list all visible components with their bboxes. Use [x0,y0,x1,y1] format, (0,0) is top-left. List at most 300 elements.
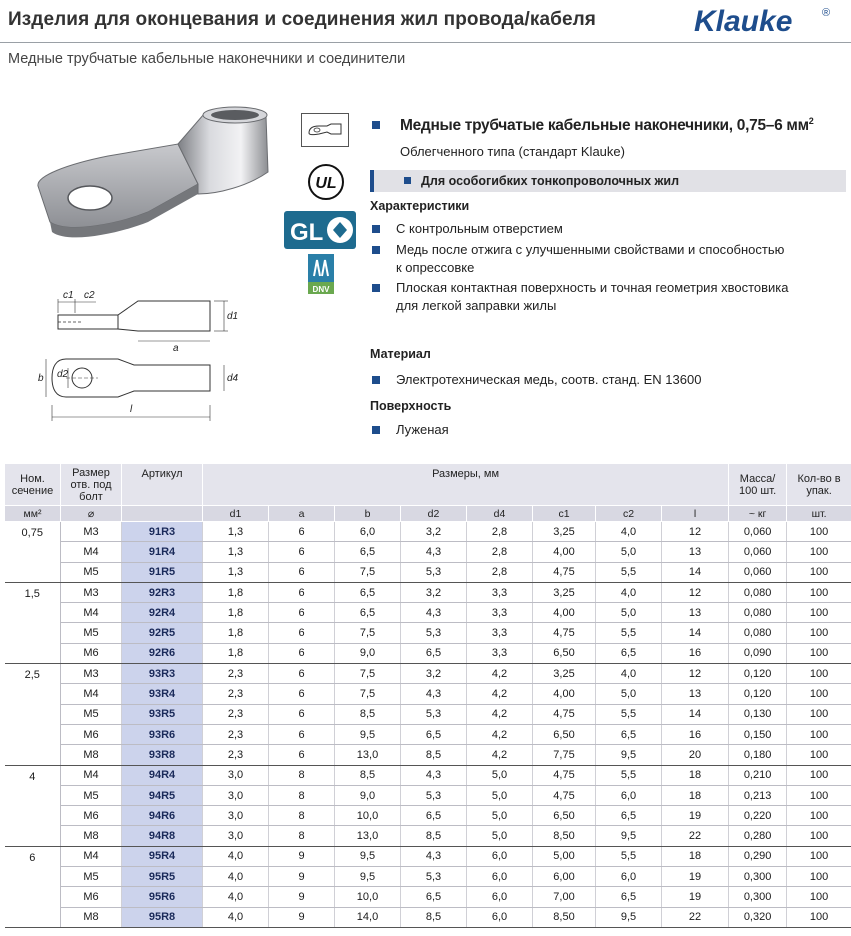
table-cell: 3,3 [467,643,533,663]
dnv-text: DNV [312,285,330,294]
article-cell: 93R5 [122,704,203,724]
article-cell: 92R3 [122,582,203,602]
table-cell: 6,0 [596,785,662,805]
drawing-label-c2: c2 [84,290,95,301]
table-cell: M4 [61,684,122,704]
table-cell: 4,2 [467,724,533,744]
table-cell: 100 [787,522,851,542]
article-cell: 93R6 [122,724,203,744]
table-cell: 7,75 [533,745,596,765]
table-cell: 3,25 [533,582,596,602]
bullet-icon [372,426,380,434]
section-cell: 6 [5,846,61,927]
table-cell: 14 [662,623,729,643]
table-cell: 6 [269,603,335,623]
bullet-icon [372,284,380,292]
table-cell: 12 [662,522,729,542]
article-cell: 92R5 [122,623,203,643]
dim-col-header: a [269,506,335,522]
table-cell: 100 [787,765,851,785]
table-cell: 8 [269,785,335,805]
article-cell: 94R6 [122,806,203,826]
table-cell: 2,3 [203,724,269,744]
table-cell: 5,5 [596,704,662,724]
brand-name: Klauke [694,5,793,38]
table-cell: 6,50 [533,643,596,663]
table-cell: 4,0 [203,846,269,866]
table-row [5,562,851,582]
bullet-icon [372,246,380,254]
features-heading: Характеристики [370,199,470,213]
table-cell: 3,2 [401,664,467,684]
table-cell: 9,5 [596,745,662,765]
table-cell: 5,3 [401,623,467,643]
table-cell: 3,0 [203,765,269,785]
table-cell: 6,5 [335,582,401,602]
drawing-label-d1: d1 [227,311,239,322]
table-cell: 100 [787,887,851,907]
article-cell: 95R6 [122,887,203,907]
table-cell: 0,090 [729,643,787,663]
table-cell: 3,25 [533,664,596,684]
table-row [5,643,851,663]
table-cell: 0,130 [729,704,787,724]
table-row [5,724,851,744]
table-cell: 6 [269,582,335,602]
lug-shape-icon [301,113,349,147]
unit-section: мм² [5,506,61,522]
table-row [5,765,851,785]
table-cell: 9,0 [335,785,401,805]
table-cell: 6,5 [401,806,467,826]
table-cell: 0,290 [729,846,787,866]
table-cell: 5,5 [596,562,662,582]
drawing-label-c1: c1 [63,290,74,301]
table-cell: 4,0 [596,664,662,684]
dim-col-header: c2 [596,506,662,522]
product-heading: Медные трубчатые кабельные наконечники, 0,75–6 $мм^2$ [400,116,814,135]
table-cell: 4,0 [203,907,269,927]
section-cell: 0,75 [5,522,61,583]
table-cell: 5,0 [596,684,662,704]
table-cell: 7,00 [533,887,596,907]
table-cell: 3,3 [467,623,533,643]
table-cell: 13 [662,542,729,562]
table-cell: 5,0 [596,542,662,562]
table-cell: M3 [61,582,122,602]
table-cell: 18 [662,785,729,805]
table-cell: M4 [61,765,122,785]
table-cell: 13 [662,603,729,623]
table-cell: 4,2 [467,704,533,724]
brand-registered: ® [822,7,831,19]
table-cell: 14 [662,562,729,582]
table-cell: 100 [787,846,851,866]
table-cell: 6,0 [467,907,533,927]
table-cell: 9,5 [596,907,662,927]
drawing-label-a: a [173,343,179,354]
surface-heading: Поверхность [370,399,452,413]
table-cell: 0,060 [729,522,787,542]
table-cell: 5,5 [596,846,662,866]
table-cell: 4,0 [203,887,269,907]
table-cell: 0,210 [729,765,787,785]
drawing-label-d2: d2 [57,369,69,380]
table-cell: 100 [787,785,851,805]
article-cell: 94R8 [122,826,203,846]
feature-item-continued: к опрессовке [396,260,475,275]
table-cell: 6 [269,562,335,582]
dim-col-header: d2 [401,506,467,522]
table-cell: M4 [61,846,122,866]
table-cell: 4,3 [401,684,467,704]
unit-bolt: ⌀ [61,506,122,522]
table-cell: 7,5 [335,562,401,582]
table-cell: M6 [61,806,122,826]
dim-col-header: b [335,506,401,522]
table-cell: 0,320 [729,907,787,927]
table-cell: 6 [269,745,335,765]
table-cell: 5,0 [467,785,533,805]
table-cell: 2,8 [467,562,533,582]
section-cell: 2,5 [5,664,61,765]
table-cell: 22 [662,907,729,927]
table-cell: 100 [787,724,851,744]
table-cell: 16 [662,724,729,744]
table-cell: M4 [61,542,122,562]
table-cell: M5 [61,623,122,643]
product-subheading: Облегченного типа (стандарт Klauke) [400,144,625,159]
table-cell: M5 [61,785,122,805]
table-cell: 1,8 [203,582,269,602]
table-row [5,542,851,562]
table-cell: 13,0 [335,745,401,765]
table-cell: 5,3 [401,562,467,582]
material-value: Электротехническая медь, соотв. станд. EN 13600 [396,372,702,387]
table-cell: 4,2 [467,745,533,765]
table-cell: 9,5 [335,867,401,887]
table-cell: M8 [61,745,122,765]
table-cell: 20 [662,745,729,765]
product-photo [28,94,283,284]
table-cell: M5 [61,867,122,887]
table-cell: 100 [787,542,851,562]
article-cell: 94R5 [122,785,203,805]
table-row [5,664,851,684]
article-cell: 94R4 [122,765,203,785]
unit-mass: ~ кг [729,506,787,522]
table-cell: 5,0 [467,806,533,826]
table-cell: 1,3 [203,542,269,562]
table-cell: 5,5 [596,623,662,643]
table-cell: 1,3 [203,522,269,542]
table-cell: 6,0 [596,867,662,887]
table-cell: 5,3 [401,704,467,724]
table-row [5,907,851,927]
table-cell: 5,3 [401,785,467,805]
table-cell: 6,5 [401,724,467,744]
article-cell: 92R6 [122,643,203,663]
table-cell: 8,50 [533,907,596,927]
table-cell: 0,120 [729,684,787,704]
table-cell: 13 [662,684,729,704]
table-cell: 14 [662,704,729,724]
table-cell: M6 [61,887,122,907]
table-cell: 10,0 [335,887,401,907]
header-pack-qty: Кол-во в упак. [787,464,851,506]
table-cell: M3 [61,522,122,542]
table-cell: 4,3 [401,603,467,623]
header-mass: Масса/ 100 шт. [729,464,787,506]
table-cell: 3,0 [203,806,269,826]
table-row [5,887,851,907]
product-table [4,463,848,928]
table-cell: 100 [787,664,851,684]
table-cell: 0,080 [729,582,787,602]
table-cell: 6 [269,664,335,684]
table-row [5,806,851,826]
table-cell: 6,50 [533,724,596,744]
bullet-icon [404,177,411,184]
table-cell: 100 [787,745,851,765]
dnv-certification-icon [308,254,334,294]
table-cell: 3,25 [533,522,596,542]
table-cell: 100 [787,643,851,663]
table-cell: M6 [61,724,122,744]
unit-pack: шт. [787,506,851,522]
table-cell: 5,5 [596,765,662,785]
brand-logo [688,2,838,38]
table-cell: 0,300 [729,887,787,907]
table-cell: 8,5 [401,745,467,765]
table-cell: 6 [269,522,335,542]
table-cell: 0,213 [729,785,787,805]
table-cell: 16 [662,643,729,663]
table-cell: 100 [787,867,851,887]
table-cell: 100 [787,582,851,602]
section-cell: 4 [5,765,61,846]
table-cell: 2,3 [203,664,269,684]
table-cell: 19 [662,806,729,826]
header-bolt-size: Размер отв. под болт [61,464,122,506]
table-cell: 6,5 [335,542,401,562]
dim-col-header: d4 [467,506,533,522]
article-cell: 91R5 [122,562,203,582]
table-cell: 100 [787,684,851,704]
article-cell: 91R4 [122,542,203,562]
table-cell: 4,0 [596,582,662,602]
table-cell: 6,5 [596,643,662,663]
table-row [5,745,851,765]
table-cell: 22 [662,826,729,846]
table-cell: 2,8 [467,522,533,542]
table-cell: 3,2 [401,522,467,542]
dimension-drawing [38,285,253,435]
table-row [5,623,851,643]
special-note-accent [370,170,374,192]
table-cell: 100 [787,562,851,582]
table-cell: 18 [662,765,729,785]
table-cell: 1,8 [203,623,269,643]
table-cell: 0,080 [729,623,787,643]
bullet-icon [372,376,380,384]
article-cell: 95R5 [122,867,203,887]
header-article: Артикул [122,464,203,506]
table-cell: 4,2 [467,664,533,684]
table-cell: 100 [787,704,851,724]
table-cell: 4,0 [203,867,269,887]
table-cell: 5,00 [533,846,596,866]
table-cell: 12 [662,664,729,684]
table-cell: 6,50 [533,806,596,826]
table-cell: 13,0 [335,826,401,846]
table-cell: M4 [61,603,122,623]
surface-value: Луженая [396,422,449,437]
ul-text: UL [315,175,337,192]
table-cell: 3,0 [203,826,269,846]
table-row [5,846,851,866]
bullet-icon [372,225,380,233]
table-cell: M3 [61,664,122,684]
table-cell: 2,8 [467,542,533,562]
table-cell: 4,3 [401,846,467,866]
ul-certification-icon [307,163,345,201]
table-cell: 18 [662,846,729,866]
table-cell: 3,3 [467,582,533,602]
dim-col-header: c1 [533,506,596,522]
header-dimensions: Размеры, мм [203,464,729,506]
table-cell: 6 [269,643,335,663]
table-cell: 8,50 [533,826,596,846]
table-cell: 9,0 [335,643,401,663]
title-divider [0,42,851,43]
table-cell: 2,3 [203,704,269,724]
table-cell: 5,0 [467,826,533,846]
table-cell: 8,5 [335,765,401,785]
table-cell: 7,5 [335,623,401,643]
feature-item: С контрольным отверстием [396,221,563,236]
table-cell: 0,120 [729,664,787,684]
table-cell: 6,0 [335,522,401,542]
feature-item-continued: для легкой заправки жилы [396,298,557,313]
article-cell: 93R4 [122,684,203,704]
table-cell: 8 [269,765,335,785]
table-cell: 6,0 [467,846,533,866]
table-cell: 0,220 [729,806,787,826]
table-row [5,826,851,846]
dim-col-header: d1 [203,506,269,522]
table-cell: 12 [662,582,729,602]
table-cell: 100 [787,826,851,846]
table-cell: 1,3 [203,562,269,582]
table-cell: 6,0 [467,867,533,887]
table-cell: 19 [662,887,729,907]
table-cell: 0,280 [729,826,787,846]
table-cell: 6,5 [401,887,467,907]
table-cell: 4,2 [467,684,533,704]
table-cell: 100 [787,907,851,927]
table-cell: 100 [787,623,851,643]
material-heading: Материал [370,347,431,361]
table-cell: 6,5 [401,643,467,663]
table-cell: 4,00 [533,603,596,623]
special-note-text: Для особогибких тонкопроволочных жил [421,174,680,188]
table-row [5,603,851,623]
table-row [5,582,851,602]
drawing-label-l: l [130,404,133,415]
table-cell: 6,5 [335,603,401,623]
table-cell: 9 [269,907,335,927]
page-subtitle: Медные трубчатые кабельные наконечники и соединители [8,51,406,67]
table-cell: 8 [269,806,335,826]
table-cell: 4,75 [533,765,596,785]
table-cell: 6 [269,542,335,562]
table-cell: 1,8 [203,643,269,663]
table-cell: 2,3 [203,745,269,765]
table-cell: 100 [787,806,851,826]
table-cell: 3,2 [401,582,467,602]
table-cell: 100 [787,603,851,623]
table-row [5,522,851,542]
table-cell: 6,5 [596,887,662,907]
table-cell: 0,150 [729,724,787,744]
table-cell: 4,3 [401,765,467,785]
table-cell: M8 [61,826,122,846]
table-cell: M6 [61,643,122,663]
header-section: Ном. сечение [5,464,61,506]
table-cell: 0,060 [729,562,787,582]
table-cell: 6 [269,623,335,643]
table-cell: 9 [269,867,335,887]
table-cell: 0,060 [729,542,787,562]
table-cell: 6,5 [596,724,662,744]
table-cell: 6,00 [533,867,596,887]
table-cell: 4,00 [533,542,596,562]
table-cell: 9 [269,887,335,907]
bullet-icon [372,121,380,129]
feature-item: Плоская контактная поверхность и точная геометрия хвостовика [396,280,789,295]
table-cell: 7,5 [335,664,401,684]
table-cell: 9 [269,846,335,866]
table-cell: 5,3 [401,867,467,887]
table-cell: 19 [662,867,729,887]
feature-item: Медь после отжига с улучшенными свойствами и способностью [396,242,785,257]
table-cell: 5,0 [596,603,662,623]
article-cell: 91R3 [122,522,203,542]
table-cell: 0,180 [729,745,787,765]
table-cell: 4,75 [533,623,596,643]
table-cell: 4,75 [533,562,596,582]
article-cell: 95R8 [122,907,203,927]
table-cell: 3,0 [203,785,269,805]
table-cell: 4,75 [533,785,596,805]
table-cell: M5 [61,562,122,582]
table-cell: 2,3 [203,684,269,704]
table-cell: 10,0 [335,806,401,826]
unit-article [122,506,203,522]
table-cell: 8,5 [335,704,401,724]
table-row [5,867,851,887]
table-cell: 0,080 [729,603,787,623]
article-cell: 92R4 [122,603,203,623]
table-cell: 6,0 [467,887,533,907]
table-cell: 6,5 [596,806,662,826]
table-cell: 6 [269,724,335,744]
table-cell: 1,8 [203,603,269,623]
section-cell: 1,5 [5,582,61,663]
gl-text: GL [290,219,324,246]
table-cell: 8 [269,826,335,846]
